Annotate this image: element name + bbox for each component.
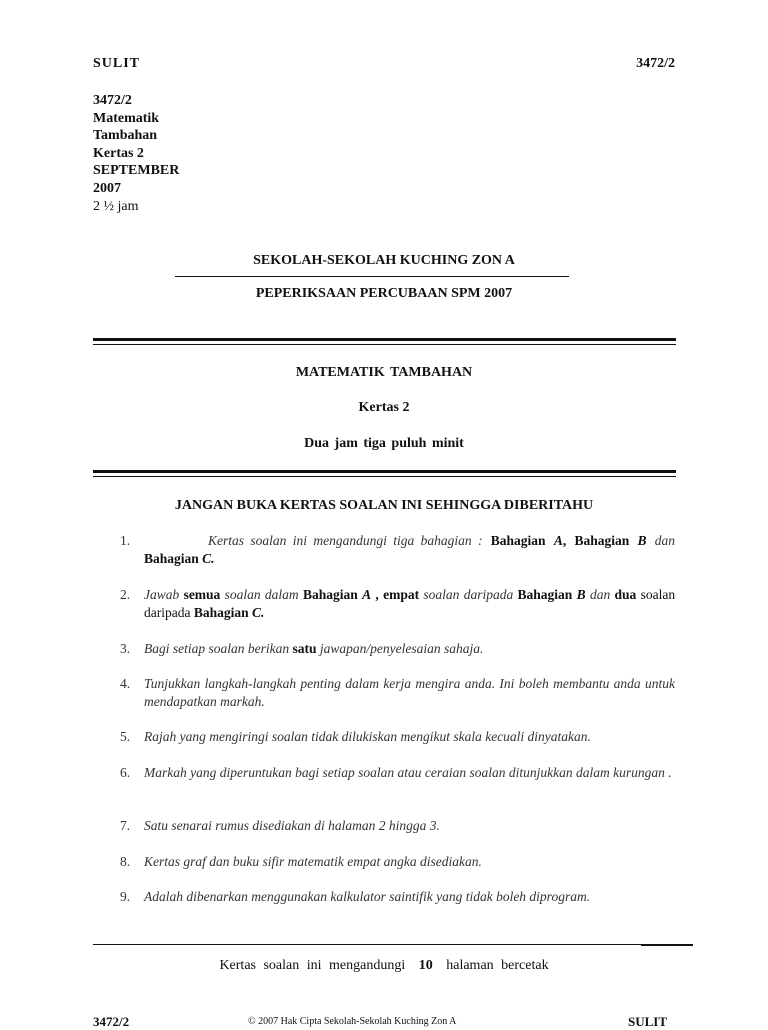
instruction-number: 4. <box>120 676 131 691</box>
time-title: Dua jam tiga puluh minit <box>304 436 464 451</box>
meta-subject-line1: Matematik <box>93 110 160 126</box>
meta-month: SEPTEMBER <box>93 163 180 179</box>
warning-title: JANGAN BUKA KERTAS SOALAN INI SEHINGGA DIBERITAHU <box>174 498 594 513</box>
double-rule-top-1 <box>93 338 676 341</box>
instruction-text: Tunjukkan langkah-langkah penting dalam kerja mengira anda. Ini boleh membantu anda untuk mendapatkan markah. <box>144 676 675 709</box>
paper-meta <box>93 92 179 215</box>
instruction-number: 5. <box>120 729 131 744</box>
instruction-text: Satu senarai rumus disediakan di halaman 2 hingga 3. <box>144 818 440 833</box>
instruction-number: 6. <box>120 765 131 780</box>
double-rule-bottom-2 <box>93 476 676 477</box>
footer-rule <box>93 944 641 945</box>
double-rule-bottom-1 <box>93 470 676 473</box>
instruction-text: Rajah yang mengiringi soalan tidak dilukiskan mengikut skala kecuali dinyatakan. <box>144 729 591 744</box>
instruction-text: Jawab semua soalan dalam Bahagian A , empat soalan daripada Bahagian B dan dua soalan daripada Bahagian C. <box>144 587 676 620</box>
school-title: SEKOLAH-SEKOLAH KUCHING ZON A <box>253 253 515 268</box>
footer-copyright: © 2007 Hak Cipta Sekolah-Sekolah Kuching Zon A <box>248 1016 457 1027</box>
paper-title: Kertas 2 <box>358 400 410 415</box>
footer-classification: SULIT <box>628 1014 668 1029</box>
footer-paper-code: 3472/2 <box>93 1014 130 1029</box>
header-classification: SULIT <box>93 56 141 71</box>
instruction-text: Kertas soalan ini mengandungi tiga bahagian : Bahagian A, Bahagian B dan Bahagian C. <box>144 533 676 566</box>
page-count: 10 <box>418 958 433 973</box>
header-paper-code: 3472/2 <box>636 56 675 71</box>
page-count-note: Kertas soalan ini mengandungi 10 halaman bercetak <box>219 958 549 973</box>
instruction-number: 9. <box>120 889 131 904</box>
subject-title: MATEMATIK TAMBAHAN <box>295 365 473 380</box>
meta-code: 3472/2 <box>93 93 132 108</box>
instruction-text: Kertas graf dan buku sifir matematik empat angka disediakan. <box>144 854 482 869</box>
instruction-number: 3. <box>120 641 131 656</box>
title-underline <box>175 276 569 277</box>
meta-duration: 2 ½ jam <box>93 198 139 214</box>
footer-rule-end <box>641 944 693 946</box>
instruction-number: 2. <box>120 587 131 602</box>
instruction-number: 8. <box>120 854 131 869</box>
instruction-text: Markah yang diperuntukan bagi setiap soalan atau ceraian soalan ditunjukkan dalam kurungan . <box>144 765 672 780</box>
meta-paper: Kertas 2 <box>93 145 144 161</box>
meta-subject-line2: Tambahan <box>93 128 158 144</box>
instruction-number: 1. <box>120 533 131 548</box>
instruction-text: Adalah dibenarkan menggunakan kalkulator saintifik yang tidak boleh diprogram. <box>144 889 591 904</box>
exam-title: PEPERIKSAAN PERCUBAAN SPM 2007 <box>255 286 513 301</box>
meta-year: 2007 <box>93 180 121 196</box>
instruction-number: 7. <box>120 818 131 833</box>
instruction-text: Bagi setiap soalan berikan satu jawapan/penyelesaian sahaja. <box>144 641 484 656</box>
double-rule-top-2 <box>93 344 676 345</box>
